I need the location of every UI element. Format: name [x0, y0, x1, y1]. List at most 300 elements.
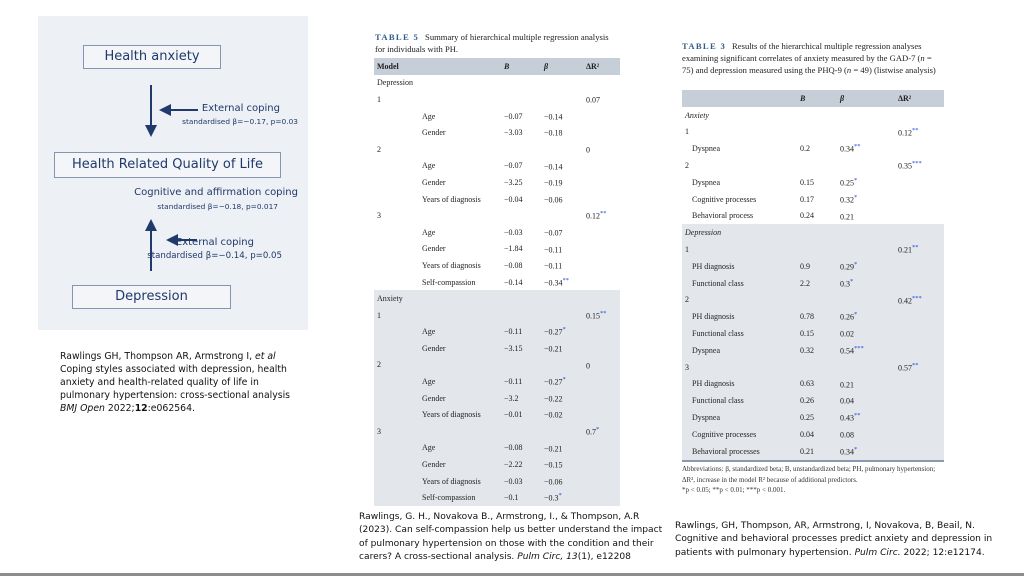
beta-cell [840, 409, 898, 426]
table-row [374, 357, 620, 374]
beta-cell [840, 174, 898, 191]
cell: Years of diagnosis [422, 194, 481, 204]
cell: PH diagnosis [692, 379, 735, 389]
empty-cell [586, 406, 620, 423]
cell: 0.04 [800, 429, 814, 439]
beta-cell [840, 426, 898, 443]
cell: 0.2 [800, 144, 810, 154]
cell: PH diagnosis [692, 261, 735, 271]
table-row [374, 290, 620, 307]
citation3-text: Rawlings, GH, Thompson, AR, Armstrong, I, Novakova, B, Beail, N. Cognitive and behavioral processes predict anxiety and depression in patients with pulmonary hypertension. [675, 521, 993, 558]
significance-star: * [562, 376, 566, 384]
empty-cell [586, 108, 620, 125]
citation1-volume: 12 [134, 403, 148, 414]
cell: Dyspnea [692, 345, 720, 355]
empty-cell [898, 191, 944, 208]
table3-header-dr2: ΔR² [898, 93, 912, 103]
empty-cell [586, 390, 620, 407]
table-row [682, 308, 944, 325]
beta-value: −0.15 [544, 460, 563, 470]
empty-cell [374, 340, 422, 357]
beta-cell [544, 257, 586, 274]
cell: 2 [377, 144, 381, 154]
citation3-journal: Pulm Circ. [854, 547, 901, 558]
empty-cell [586, 274, 620, 291]
cell: 0.25 [800, 413, 814, 423]
beta-value: −0.14 [544, 162, 563, 172]
citation1-year: 2022; [104, 403, 135, 414]
table-row [682, 191, 944, 208]
table-row [374, 324, 620, 341]
table3-caption [682, 40, 944, 76]
empty-cell [374, 373, 422, 390]
path-label-external-coping-2: External coping [175, 237, 254, 248]
empty-cell [586, 373, 620, 390]
cell: 0.24 [800, 211, 814, 221]
empty-cell [586, 158, 620, 175]
cell: −0.07 [504, 161, 523, 171]
beta-value: 0.25 [840, 178, 854, 188]
beta-value: 0.08 [840, 430, 854, 440]
beta-cell [840, 308, 898, 325]
beta-value: 0.32 [840, 195, 854, 205]
dr2-value: 0.57 [898, 363, 912, 373]
empty-cell [374, 124, 422, 141]
beta-value: 0.34 [840, 447, 854, 457]
coping-path-diagram [38, 16, 308, 330]
dr2-cell [898, 292, 944, 309]
cell: 0.63 [800, 379, 814, 389]
empty-cell [898, 426, 944, 443]
empty-cell [898, 443, 944, 461]
table-row [682, 342, 944, 359]
table-row [374, 108, 620, 125]
box-hrqol: Health Related Quality of Life [54, 152, 281, 178]
table-row [374, 158, 620, 175]
citation-bmj-open [60, 350, 305, 415]
beta-value: 0.04 [840, 397, 854, 407]
significance-star: ** [912, 126, 919, 134]
table-row [374, 340, 620, 357]
cell: 0.78 [800, 312, 814, 322]
table-row [682, 174, 944, 191]
beta-cell [840, 275, 898, 292]
beta-cell [544, 340, 586, 357]
dr2-value: 0.12 [898, 128, 912, 138]
beta-value: −0.06 [544, 477, 563, 487]
cell: Dyspnea [692, 144, 720, 154]
cell: −3.25 [504, 177, 523, 187]
empty-cell [374, 274, 422, 291]
table-row [374, 75, 620, 92]
beta-value: −0.21 [544, 344, 563, 354]
empty-cell [374, 489, 422, 506]
dr2-value: 0.15 [586, 311, 600, 321]
beta-value: −0.18 [544, 129, 563, 138]
cell: 1 [685, 245, 689, 255]
table3-header-row [682, 90, 944, 107]
table-row [374, 174, 620, 191]
table-row [374, 440, 620, 457]
cell: −0.08 [504, 260, 523, 270]
table-row [374, 406, 620, 423]
cell: −0.03 [504, 227, 523, 237]
table3-n2: n [846, 65, 852, 75]
beta-value: −0.06 [544, 195, 563, 205]
dr2-value: 0 [586, 361, 590, 371]
citation1-etal: et al [255, 351, 276, 362]
beta-value: 0.26 [840, 313, 854, 323]
empty-cell [586, 174, 620, 191]
table-row [682, 107, 944, 124]
cell: Cognitive processes [692, 194, 757, 204]
table-row [682, 241, 944, 258]
table3-label: TABLE 3 [682, 41, 727, 51]
table-row [374, 124, 620, 141]
table-row [374, 241, 620, 258]
significance-star: ** [912, 244, 919, 252]
empty-cell [898, 208, 944, 225]
empty-cell [374, 191, 422, 208]
empty-cell [374, 108, 422, 125]
significance-star: * [854, 177, 858, 185]
beta-cell [544, 191, 586, 208]
cell: −0.11 [504, 327, 523, 337]
dr2-cell [898, 157, 944, 174]
empty-cell [898, 409, 944, 426]
significance-star: ** [912, 361, 919, 369]
table-row [374, 207, 620, 224]
beta-cell [840, 342, 898, 359]
cell: 2.2 [800, 278, 810, 288]
cell: −0.01 [504, 410, 523, 420]
cell: 0.32 [800, 345, 814, 355]
box-health-anxiety: Health anxiety [83, 45, 221, 69]
cell: Age [422, 227, 436, 237]
table-row [682, 208, 944, 225]
empty-cell [898, 258, 944, 275]
cell: 0.15 [800, 329, 814, 339]
cell: Cognitive processes [692, 429, 757, 439]
empty-cell [586, 224, 620, 241]
table5-header-beta: β [544, 61, 549, 71]
empty-cell [374, 390, 422, 407]
table3-significance: *p < 0.05; **p < 0.01; ***p < 0.001. [682, 486, 786, 494]
cell: Functional class [692, 278, 744, 288]
beta-value: 0.21 [840, 212, 854, 222]
beta-cell [544, 274, 586, 291]
cell: Self-compassion [422, 493, 476, 503]
table-row [374, 91, 620, 108]
cell: PH diagnosis [692, 312, 735, 322]
significance-star: * [854, 193, 858, 201]
empty-cell [586, 489, 620, 506]
beta-cell [840, 191, 898, 208]
cell: 0.15 [800, 177, 814, 187]
dr2-value: 0.7 [586, 427, 596, 437]
cell: −0.11 [504, 377, 523, 387]
table-row [682, 392, 944, 409]
beta-value: 0.34 [840, 145, 854, 155]
significance-star: ** [600, 309, 607, 317]
cell: −0.1 [504, 493, 519, 503]
beta-value: −0.34 [544, 278, 563, 288]
cell: 1 [377, 310, 381, 320]
citation-pulm-circ-2023 [359, 511, 671, 573]
beta-value: 0.02 [840, 329, 854, 339]
dr2-cell [586, 307, 620, 324]
dr2-value: 0.42 [898, 296, 912, 306]
empty-cell [898, 342, 944, 359]
cell: Anxiety [377, 294, 403, 304]
dr2-cell [898, 124, 944, 141]
dr2-cell [586, 207, 620, 224]
table-row [682, 426, 944, 443]
significance-star: *** [854, 345, 864, 353]
beta-cell [544, 174, 586, 191]
dr2-cell [586, 423, 620, 440]
cell: −3.2 [504, 393, 519, 403]
table-row [374, 307, 620, 324]
significance-star: * [562, 326, 566, 334]
empty-cell [586, 124, 620, 141]
table-row [682, 140, 944, 157]
cell: 0.21 [800, 446, 814, 456]
cell: −0.14 [504, 277, 523, 287]
path-label-external-coping-1: External coping [201, 103, 280, 114]
cell: 1 [685, 127, 689, 137]
cell: 2 [377, 360, 381, 370]
table-row [682, 157, 944, 174]
cell: 3 [377, 211, 381, 221]
dr2-value: 0.35 [898, 161, 912, 171]
citation-pulm-circ-2022 [675, 520, 1020, 560]
beta-value: −0.19 [544, 178, 563, 188]
path-stat-external-coping-2: standardised β=−0.14, p=0.05 [147, 251, 282, 261]
empty-cell [586, 473, 620, 490]
empty-cell [898, 392, 944, 409]
empty-cell [586, 191, 620, 208]
beta-cell [544, 124, 586, 141]
table-row [374, 274, 620, 291]
significance-star: *** [912, 294, 922, 302]
cell: −1.84 [504, 244, 523, 254]
beta-cell [840, 376, 898, 393]
table5-label: TABLE 5 [375, 32, 420, 42]
cell: −3.03 [504, 128, 523, 138]
empty-cell [374, 473, 422, 490]
beta-cell [544, 373, 586, 390]
cell: Years of diagnosis [422, 410, 481, 420]
table-row [374, 224, 620, 241]
beta-cell [840, 208, 898, 225]
table-row [374, 373, 620, 390]
empty-cell [374, 440, 422, 457]
table5-caption-text: Summary of hierarchical multiple regression analysis for individuals with PH. [375, 32, 609, 54]
cell: Gender [422, 460, 446, 470]
table5-header-row [374, 58, 620, 75]
citation2-text: Rawlings, G. H., Novakova B., Armstrong, I., & Thompson, A.R (2023). Can self-compassion help us better understand the impact of pulmonary hypertension on those with the condition and their carers? A cross-sectional analysis. [359, 512, 663, 563]
dr2-value: 0.12 [586, 211, 600, 221]
table5-caption [375, 31, 615, 55]
cell: −3.15 [504, 343, 523, 353]
significance-star: ** [854, 412, 861, 420]
citation3-year-pages: 2022; 12:e12174. [900, 547, 985, 558]
empty-cell [586, 340, 620, 357]
citation2-journal: Pulm Circ, 13 [517, 552, 578, 563]
beta-cell [544, 406, 586, 423]
table-row [374, 257, 620, 274]
table3-abbreviations: Abbreviations: β, standardized beta; B, unstandardized beta; PH, pulmonary hypertension; ΔR², increase in the model R² because of additional predictors. [682, 465, 936, 484]
beta-value: 0.3 [840, 279, 850, 289]
beta-value: −0.22 [544, 394, 563, 404]
beta-cell [840, 392, 898, 409]
dr2-value: 0.07 [586, 95, 600, 105]
table5-header-dr2: ΔR² [586, 61, 600, 71]
table3-caption-c: = 49) (listwise analysis) [851, 65, 936, 75]
significance-star: * [596, 426, 600, 434]
cell: −2.22 [504, 460, 523, 470]
cell: Gender [422, 177, 446, 187]
citation1-title: Coping styles associated with depression, health anxiety and health-related quality of life in pulmonary hypertension: cross-sectional analysis [60, 364, 290, 401]
beta-cell [840, 443, 898, 461]
citation1-authors: Rawlings GH, Thompson AR, Armstrong I, [60, 351, 256, 362]
beta-cell [544, 224, 586, 241]
citation1-journal: BMJ Open [60, 403, 105, 414]
cell: 0.26 [800, 396, 814, 406]
cell: Age [422, 377, 436, 387]
beta-cell [544, 440, 586, 457]
table-row [374, 456, 620, 473]
path-label-cognitive-affirmation: Cognitive and affirmation coping [134, 187, 298, 198]
beta-cell [544, 241, 586, 258]
empty-cell [898, 325, 944, 342]
cell: 3 [377, 426, 381, 436]
empty-cell [374, 324, 422, 341]
empty-cell [374, 241, 422, 258]
empty-cell [898, 308, 944, 325]
table-row [374, 141, 620, 158]
table-row [374, 423, 620, 440]
beta-value: −0.27 [544, 377, 563, 387]
beta-value: −0.07 [544, 228, 563, 238]
citation1-pages: :e062564. [147, 403, 195, 414]
dr2-value: 0.21 [898, 245, 912, 255]
empty-cell [586, 257, 620, 274]
significance-star: * [850, 277, 854, 285]
table-row [682, 409, 944, 426]
cell: −0.04 [504, 194, 523, 204]
table-row [682, 325, 944, 342]
empty-cell [586, 440, 620, 457]
significance-star: * [854, 445, 858, 453]
cell: 0.9 [800, 261, 810, 271]
beta-value: 0.21 [840, 380, 854, 390]
table3-caption-b: = 75) and depression measured using the PHQ-9 ( [682, 53, 932, 75]
empty-cell [586, 324, 620, 341]
beta-cell [544, 456, 586, 473]
beta-cell [544, 108, 586, 125]
citation2-issue: (1), [577, 552, 594, 563]
empty-cell [586, 241, 620, 258]
cell: Gender [422, 244, 446, 254]
cell: Age [422, 111, 436, 121]
cell: Years of diagnosis [422, 476, 481, 486]
beta-value: −0.14 [544, 112, 563, 122]
empty-cell [898, 140, 944, 157]
citation2-pages: e12208 [596, 552, 631, 563]
significance-star: * [854, 311, 858, 319]
cell: −0.03 [504, 476, 523, 486]
beta-value: −0.02 [544, 411, 563, 421]
beta-value: −0.11 [544, 261, 563, 271]
beta-value: −0.21 [544, 444, 563, 454]
significance-star: *** [912, 160, 922, 168]
cell: Gender [422, 393, 446, 403]
dr2-cell [586, 141, 620, 158]
empty-cell [898, 376, 944, 393]
table3 [682, 90, 944, 462]
table5-header-b: B [504, 61, 510, 71]
dr2-cell [586, 91, 620, 108]
cell: 1 [377, 94, 381, 104]
dr2-cell [898, 241, 944, 258]
table5-header-model: Model [377, 61, 399, 71]
beta-cell [840, 325, 898, 342]
empty-cell [898, 174, 944, 191]
beta-value: 0.29 [840, 262, 854, 272]
cell: Age [422, 443, 436, 453]
table-row [682, 275, 944, 292]
empty-cell [374, 174, 422, 191]
dr2-cell [586, 357, 620, 374]
table-row [374, 473, 620, 490]
empty-cell [898, 275, 944, 292]
beta-cell [544, 489, 586, 506]
cell: Age [422, 161, 436, 171]
beta-value: 0.54 [840, 346, 854, 356]
beta-value: 0.43 [840, 413, 854, 423]
beta-value: −0.3 [544, 494, 559, 504]
cell: Functional class [692, 329, 744, 339]
cell: Self-compassion [422, 277, 476, 287]
cell: 2 [685, 161, 689, 171]
empty-cell [374, 456, 422, 473]
table5 [374, 58, 620, 506]
table-row [682, 376, 944, 393]
cell: Behavioral processes [692, 446, 760, 456]
table-row [682, 292, 944, 309]
cell: Dyspnea [692, 413, 720, 423]
table-row [374, 489, 620, 506]
significance-star: ** [600, 210, 607, 218]
cell: Functional class [692, 396, 744, 406]
box-depression: Depression [72, 285, 231, 309]
cell: Behavioral process [692, 211, 754, 221]
cell: Gender [422, 128, 446, 138]
beta-cell [544, 473, 586, 490]
table3-header-b: B [800, 93, 806, 103]
cell: Age [422, 327, 436, 337]
cell: Depression [377, 78, 413, 88]
empty-cell [374, 224, 422, 241]
empty-cell [374, 158, 422, 175]
table-row [374, 390, 620, 407]
table3-n1: n [920, 53, 925, 63]
beta-cell [544, 324, 586, 341]
beta-cell [840, 258, 898, 275]
cell: 0.17 [800, 194, 814, 204]
